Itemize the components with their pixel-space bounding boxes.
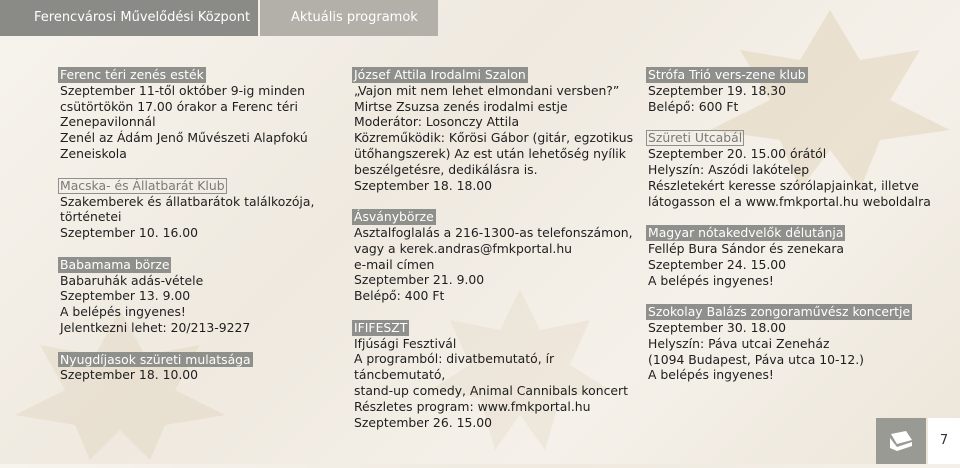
- program-detail: beszélgetésre, dedikálásra is.: [354, 161, 538, 177]
- program-detail: vagy a kerek.andras@fmkportal.hu: [354, 240, 573, 256]
- program-title: Szüreti Utcabál: [648, 130, 743, 146]
- program-detail: történetei: [60, 209, 122, 225]
- program-detail: Moderátor: Losonczy Attila: [354, 114, 520, 130]
- program-detail: Fellép Bura Sándor és zenekara: [648, 240, 845, 256]
- program-detail: Szeptember 21. 9.00: [354, 272, 485, 288]
- program-entry: [60, 178, 340, 241]
- program-column-3: [648, 67, 948, 399]
- book-icon-box[interactable]: [876, 418, 926, 464]
- program-entry: [60, 352, 340, 384]
- program-detail: A belépés ingyenes!: [648, 367, 774, 383]
- program-detail: Részletekért keresse szórólapjainkat, illetve: [648, 177, 919, 193]
- program-title: Macska- és Állatbarát Klub: [60, 177, 225, 193]
- program-entry: [354, 67, 636, 193]
- program-entry: [60, 67, 340, 162]
- program-detail: Szeptember 18. 10.00: [60, 367, 199, 383]
- program-detail: A belépés ingyenes!: [648, 272, 774, 288]
- program-detail: Helyszín: Aszódi lakótelep: [648, 161, 810, 177]
- program-detail: stand-up comedy, Animal Cannibals koncert: [354, 382, 628, 398]
- page-number: 7: [928, 418, 960, 464]
- program-detail: Szeptember 26. 15.00: [354, 414, 493, 430]
- header-bar: [0, 0, 960, 36]
- program-title: Strófa Trió vers-zene klub: [648, 67, 806, 82]
- program-title: Ferenc téri zenés esték: [60, 67, 204, 82]
- program-detail: A belépés ingyenes!: [60, 304, 186, 320]
- program-detail: Mirtse Zsuzsa zenés irodalmi estje: [354, 98, 568, 114]
- section-title[interactable]: Aktuális programok: [260, 0, 438, 36]
- program-detail: csütörtökön 17.00 órakor a Ferenc téri: [60, 98, 298, 114]
- program-entry: [354, 209, 636, 304]
- program-entry: [648, 67, 948, 114]
- program-detail: Jelentkezni lehet: 20/213-9227: [60, 319, 251, 335]
- program-detail: Belépő: 400 Ft: [354, 288, 445, 304]
- program-detail: Szeptember 20. 15.00 órától: [648, 146, 827, 162]
- program-detail: Asztalfoglalás a 216-1300-as telefonszámon,: [354, 224, 633, 240]
- program-title: Babamama börze: [60, 256, 170, 272]
- program-detail: Szeptember 19. 18.30: [648, 82, 787, 98]
- program-detail: Szeptember 30. 18.00: [648, 319, 787, 335]
- program-detail: Szeptember 24. 15.00: [648, 256, 787, 272]
- program-entry: [648, 225, 948, 288]
- program-detail: Zenél az Ádám Jenő Művészeti Alapfokú: [60, 130, 308, 146]
- program-detail: Szeptember 13. 9.00: [60, 288, 191, 304]
- program-detail: Babaruhák adás-vétele: [60, 272, 204, 288]
- program-detail: Részletes program: www.fmkportal.hu: [354, 398, 591, 414]
- program-detail: Szeptember 11-től október 9-ig minden: [60, 82, 306, 98]
- program-detail: Közreműködik: Kőrösi Gábor (gitár, egzotikus: [354, 130, 634, 146]
- program-title: Ásványbörze: [354, 209, 434, 225]
- program-detail: Belépő: 600 Ft: [648, 98, 739, 114]
- program-title: Szokolay Balázs zongoraművész koncertje: [648, 304, 911, 320]
- site-title[interactable]: Ferencvárosi Művelődési Központ: [0, 0, 258, 36]
- program-detail: „Vajon mit nem lehet elmondani versben?”: [354, 82, 620, 98]
- program-title: József Attila Irodalmi Szalon: [354, 67, 526, 82]
- program-detail: (1094 Budapest, Páva utca 10-12.): [648, 351, 865, 367]
- program-detail: e-mail címen: [354, 256, 435, 272]
- program-entry: [354, 320, 636, 431]
- program-detail: A programból: divatbemutató, ír táncbemutató,: [354, 351, 555, 383]
- program-column-2: [354, 67, 636, 446]
- program-title: Magyar nótakedvelők délutánja: [648, 225, 844, 241]
- program-entry: [648, 130, 948, 209]
- program-entry: [60, 257, 340, 336]
- program-entry: [648, 304, 948, 383]
- program-detail: Szeptember 10. 16.00: [60, 225, 199, 241]
- program-detail: ütőhangszerek) Az est után lehetőség nyílik: [354, 145, 626, 161]
- program-title: Nyugdíjasok szüreti mulatsága: [60, 351, 251, 367]
- program-detail: Szeptember 18. 18.00: [354, 177, 493, 193]
- program-detail: Zeneiskola: [60, 145, 127, 161]
- program-detail: Szakemberek és állatbarátok találkozója,: [60, 193, 315, 209]
- program-detail: Zenepavilonnál: [60, 114, 156, 130]
- program-detail: látogasson el a www.fmkportal.hu weboldalra: [648, 193, 931, 209]
- book-icon: [876, 418, 926, 464]
- program-detail: Helyszín: Páva utcai Zeneház: [648, 335, 830, 351]
- program-column-1: [60, 67, 340, 399]
- program-detail: Ifjúsági Fesztivál: [354, 335, 457, 351]
- program-title: IFIFESZT: [354, 319, 408, 335]
